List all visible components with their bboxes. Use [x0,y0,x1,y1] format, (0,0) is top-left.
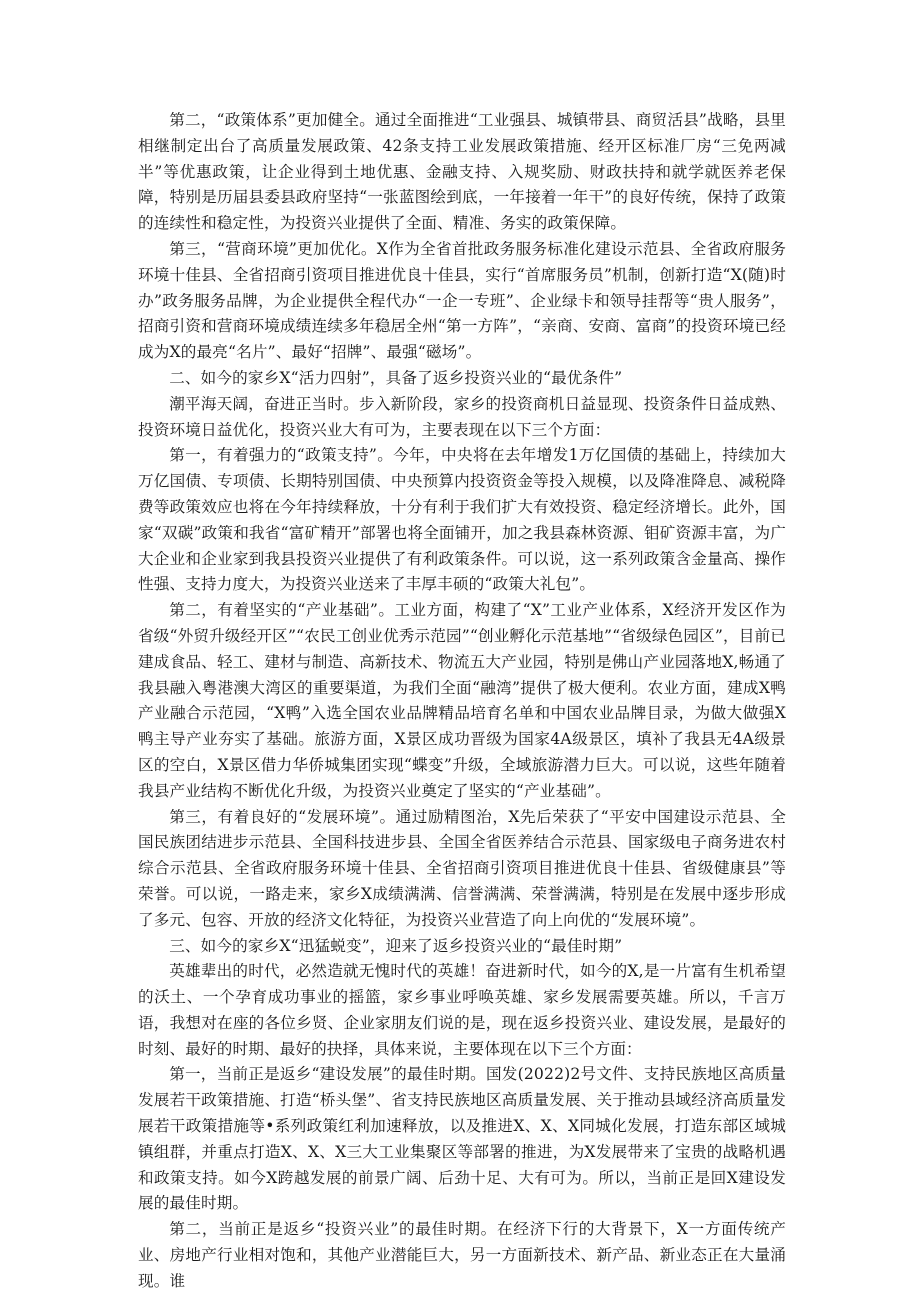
document-body [138,108,786,1295]
paragraph-development-environment: 第三，有着良好的“发展环境”。通过励精图治，X先后荣获了“平安中国建设示范县、全国民族团结进步示范县、全国科技进步县、全国全省医养结合示范县、国家级电子商务进农村综合示范县、全省政府服务环境十佳县、全省招商引资项目推进优良十佳县、省级健康县”等荣誉。可以说，一路走来，家乡X成绩满满、信誉满满、荣誉满满，特别是在发展中逐步形成了多元、包容、开放的经济文化特征，为投资兴业营造了向上向优的“发展环境”。 [138,807,786,929]
paragraph-policy-support: 第一，有着强力的“政策支持”。今年，中央将在去年增发1万亿国债的基础上，持续加大万亿国债、专项债、长期特别国债、中央预算内投资资金等投入规模，以及降准降息、减税降费等政策效应也将在今年持续释放，十分有利于我们扩大有效投资、稳定经济增长。此外，国家“双碳”政策和我省“富矿精开”部署也将全面铺开，加之我县森林资源、钼矿资源丰富，为广大企业和企业家到我县投资兴业提供了有利政策条件。可以说，这一系列政策含金量高、操作性强、支持力度大，为投资兴业送来了丰厚丰硕的“政策大礼包”。 [138,446,786,594]
paragraph-investment-period: 第二，当前正是返乡“投资兴业”的最佳时期。在经济下行的大背景下，X一方面传统产业、房地产行业相对饱和，其他产业潜能巨大，另一方面新技术、新产品、新业态正在大量涌现。谁 [138,1220,786,1290]
section-heading-three: 三、如今的家乡X“迅猛蜕变”，迎来了返乡投资兴业的“最佳时期” [169,936,623,955]
paragraph-section-two-intro: 潮平海天阔，奋进正当时。步入新阶段，家乡的投资商机日益显现、投资条件日益成熟、投资环境日益优化，投资兴业大有可为，主要表现在以下三个方面： [138,394,786,439]
paragraph-policy-system: 第二，“政策体系”更加健全。通过全面推进“工业强县、城镇带县、商贸活县”战略，县里相继制定出台了高质量发展政策、42条支持工业发展政策措施、经开区标准厂房“三免两减半”等优惠政策，让企业得到土地优惠、金融支持、入规奖励、财政扶持和就学就医养老保障，特别是历届县委县政府坚持“一张蓝图绘到底，一年接着一年干”的良好传统，保持了政策的连续性和稳定性，为投资兴业提供了全面、精准、务实的政策保障。 [138,111,786,233]
paragraph-construction-development: 第一，当前正是返乡“建设发展”的最佳时期。国发(2022)2号文件、支持民族地区高质量发展若干政策措施、打造“桥头堡”、省支持民族地区高质量发展、关于推动县域经济高质量发展若干政策措施等•系列政策红利加速释放，以及推进X、X、X同城化发展，打造东部区域城镇组群，并重点打造X、X、X三大工业集聚区等部署的推进，为X发展带来了宝贵的战略机遇和政策支持。如今X跨越发展的前景广阔、后劲十足、大有可为。所以，当前正是回X建设发展的最佳时期。 [138,1065,786,1213]
paragraph-section-three-intro: 英雄辈出的时代，必然造就无愧时代的英雄！奋进新时代，如今的X,是一片富有生机希望的沃土、一个孕育成功事业的摇篮，家乡事业呼唤英雄、家乡发展需要英雄。所以，千言万语，我想对在座的各位乡贤、企业家朋友们说的是，现在返乡投资兴业、建设发展，是最好的时刻、最好的时期、最好的抉择，具体来说，主要体现在以下三个方面： [138,962,786,1058]
paragraph-industrial-base: 第二，有着坚实的“产业基础”。工业方面，构建了“X”工业产业体系，X经济开发区作为省级“外贸升级经开区”“农民工创业优秀示范园”“创业孵化示范基地”“省级绿色园区”，目前已建成食品、轻工、建材与制造、高新技术、物流五大产业园，特别是佛山产业园落地X,畅通了我县融入粤港澳大湾区的重要渠道，为我们全面“融湾”提供了极大便利。农业方面，建成X鸭产业融合示范园，“X鸭”入选全国农业品牌精品培育名单和中国农业品牌目录，为做大做强X鸭主导产业夯实了基础。旅游方面，X景区成功晋级为国家4A级景区，填补了我县无4A级景区的空白，X景区借力华侨城集团实现“蝶变”升级，全域旅游潜力巨大。可以说，这些年随着我县产业结构不断优化升级，为投资兴业奠定了坚实的“产业基础”。 [138,601,786,800]
paragraph-business-environment: 第三，“营商环境”更加优化。X作为全省首批政务服务标准化建设示范县、全省政府服务环境十佳县、全省招商引资项目推进优良十佳县，实行“首席服务员”机制，创新打造“X(随)时办”政务服务品牌，为企业提供全程代办“一企一专班”、企业绿卡和领导挂帮等“贵人服务”，招商引资和营商环境成绩连续多年稳居全州“第一方阵”，“亲商、安商、富商”的投资环境已经成为X的最亮“名片”、最好“招牌”、最强“磁场”。 [138,239,786,362]
section-heading-two: 二、如今的家乡X“活力四射”，具备了返乡投资兴业的“最优条件” [169,368,623,387]
